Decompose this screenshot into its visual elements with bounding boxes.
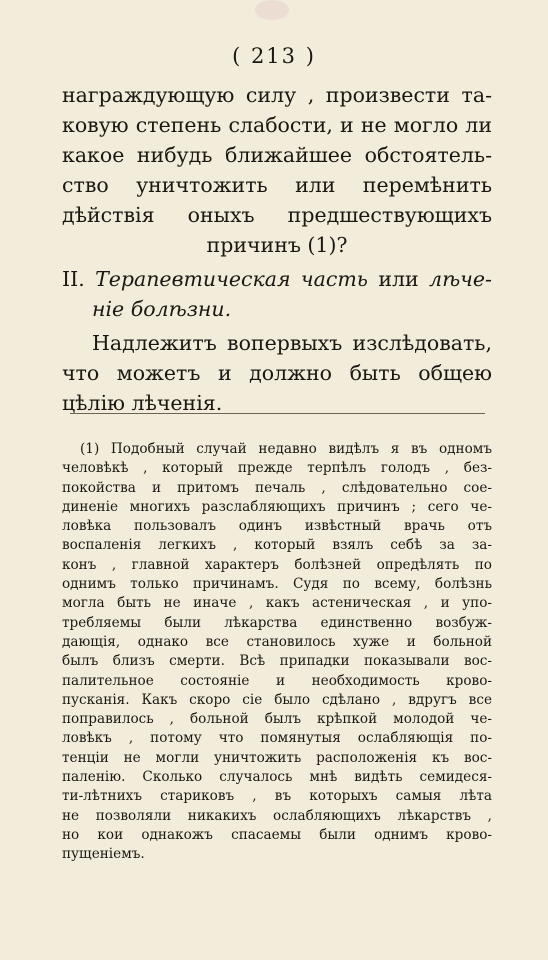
- paper-stain: [255, 0, 289, 20]
- footnote-line: былъ близъ смерти. Всѣ припадки показывали вос-: [62, 653, 492, 670]
- footnote: [62, 440, 492, 865]
- footnote-line: покойства и притомъ печаль , слѣдовательно сое-: [62, 479, 492, 496]
- section-connector: или: [378, 267, 419, 291]
- footnote-line: паленію. Сколько случалось мнѣ видѣть семидеся-: [62, 769, 492, 786]
- paragraph-line: что можетъ и должно быть общею: [62, 361, 492, 385]
- footnote-line: поправилось , больной былъ крѣпкой молодой че-: [62, 711, 492, 728]
- main-line: награждующую силу , произвести та-: [62, 83, 492, 107]
- footnote-divider: [70, 413, 485, 414]
- page-number: ( 213 ): [232, 44, 316, 68]
- footnote-line: палительное состояніе и необходимость крово-: [62, 672, 492, 689]
- footnote-line: воспаленія легкихъ , который взялъ себѣ за за-: [62, 537, 492, 554]
- footnote-line: могла быть не иначе , какъ астеническая , и упо-: [62, 595, 492, 612]
- footnote-line: дающія, однако все становилось хуже и больной: [62, 633, 492, 650]
- section-title: Терапевтическая часть: [95, 267, 368, 291]
- footnote-line: но кои однакожъ спасаемы были однимъ крово-: [62, 826, 492, 843]
- section-heading-continued: ніе болѣзни.: [92, 297, 232, 321]
- footnote-line: не позволяли никакихъ ослабляющихъ лѣкарствъ ,: [62, 807, 492, 824]
- footnote-line: пусканія. Какъ скоро сіе было сдѣлано , вдругъ все: [62, 691, 492, 708]
- footnote-line: (1) Подобный случай недавно видѣлъ я въ одномъ: [80, 441, 492, 457]
- footnote-line: диненіе многихъ разслабляющихъ причинъ ; сего че-: [62, 498, 492, 515]
- footnote-line: ти-лѣтнихъ стариковъ , въ которыхъ самыя лѣта: [62, 788, 492, 805]
- paragraph-line: Надлежитъ вопервыхъ изслѣдовать,: [92, 331, 492, 355]
- footnote-line: однимъ только причинамъ. Судя по всему, болѣзнь: [62, 576, 492, 593]
- footnote-line: тенціи не могли уничтожить расположенія къ вос-: [62, 749, 492, 766]
- main-text: [62, 80, 492, 418]
- footnote-line: требляемы были лѣкарства единственно возбуж-: [62, 614, 492, 631]
- paragraph-line: цѣлію лѣченія.: [62, 391, 223, 415]
- footnote-line: человѣкѣ , который прежде терпѣлъ голодъ , без-: [62, 460, 492, 477]
- main-line: дѣйствія оныхъ предшествующихъ: [62, 203, 492, 227]
- main-line: ство уничтожить или перемѣнить: [62, 173, 492, 197]
- section-title-end: лѣче-: [429, 267, 492, 291]
- main-line: какое нибудь ближайшее обстоятель-: [62, 143, 492, 167]
- main-line: причинъ (1)?: [206, 233, 348, 257]
- footnote-line: конъ , главной характеръ болѣзней опредѣлять по: [62, 556, 492, 573]
- footnote-line: ловѣкъ , потому что помянутыя ослабляющія по-: [62, 730, 492, 747]
- main-line: ковую степень слабости, и не могло ли: [62, 113, 492, 137]
- footnote-line: пущеніемъ.: [62, 846, 145, 863]
- footnote-line: ловѣка пользовалъ одинъ извѣстный врачь отъ: [62, 518, 492, 535]
- section-numeral: II.: [62, 267, 85, 291]
- section-heading: [62, 264, 492, 294]
